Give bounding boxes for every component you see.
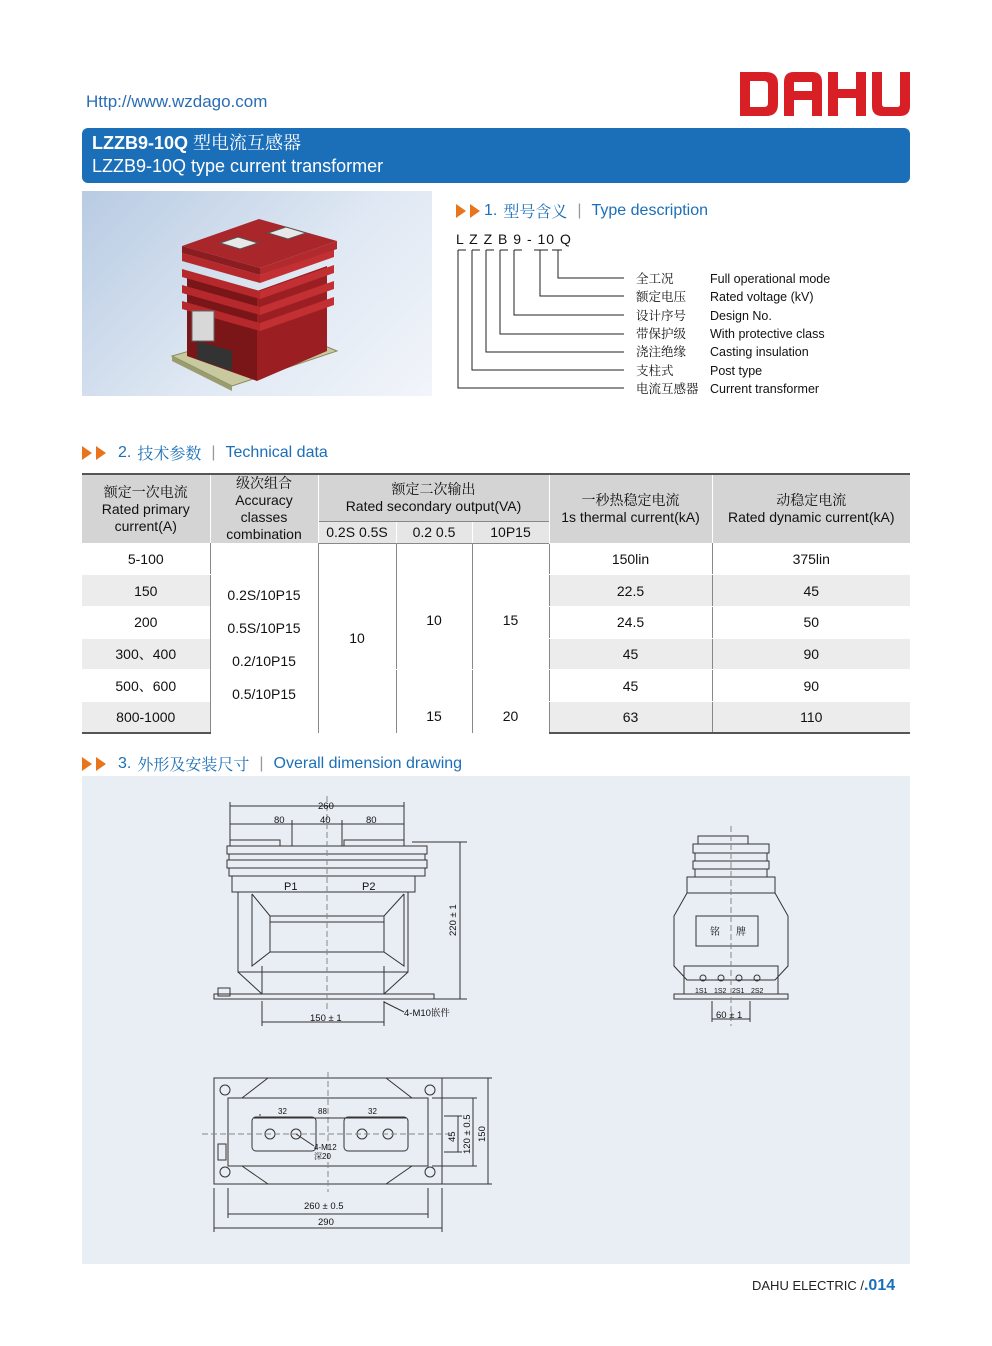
top-h1: 260 ± 0.5 — [304, 1201, 344, 1212]
legend-en-4: Casting insulation — [710, 345, 809, 359]
cell-out-c-upper: 15 — [472, 543, 549, 670]
dimension-drawing-area — [82, 776, 910, 1264]
product-photo — [82, 191, 432, 396]
header-accuracy: 级次组合 Accuracy classes combination — [210, 474, 318, 543]
front-base: 150 ± 1 — [310, 1013, 342, 1024]
footer — [752, 1277, 895, 1295]
front-dim-right: 80 — [366, 815, 377, 826]
nameplate-a: 铭 — [710, 927, 720, 938]
title-banner — [82, 128, 910, 183]
legend-cn-0: 全工况 — [636, 272, 674, 286]
label-p2: P2 — [362, 881, 376, 893]
cell-out-b-upper: 10 — [396, 543, 472, 670]
type-description-diagram — [452, 248, 872, 398]
terminal-1s2: 1S2 — [714, 988, 727, 995]
front-dim-total: 260 — [318, 801, 334, 812]
section2-title-en: Technical data — [225, 443, 328, 461]
legend-en-1: Rated voltage (kV) — [710, 290, 814, 304]
header-output: 额定二次输出 Rated secondary output(VA) — [318, 474, 549, 521]
cell-primary: 150 — [82, 575, 210, 607]
page-number: .014 — [863, 1277, 896, 1294]
legend-cn-6: 电流互感器 — [636, 382, 699, 396]
terminal-2s1: 2S1 — [732, 988, 745, 995]
cell-thermal: 45 — [549, 670, 712, 702]
title-cn: 型电流互感器 — [193, 133, 302, 153]
cell-dynamic: 110 — [712, 701, 910, 733]
cell-thermal: 150lin — [549, 543, 712, 575]
top-h2: 290 — [318, 1217, 334, 1228]
model-code: L Z Z B 9 - 10 Q — [456, 231, 572, 247]
section2-heading: 2. 技术参数 | Technical data — [82, 441, 328, 464]
section3-heading: 3. 外形及安装尺寸 | Overall dimension drawing — [82, 752, 462, 775]
arrow-icon — [82, 446, 92, 460]
arrow-icon — [456, 204, 466, 218]
cell-thermal: 22.5 — [549, 575, 712, 607]
footer-company: DAHU ELECTRIC / — [752, 1278, 864, 1293]
website-url[interactable]: Http://www.wzdago.com — [86, 92, 268, 111]
arrow-icon — [96, 757, 106, 771]
legend-cn-5: 支柱式 — [636, 364, 674, 378]
cell-dynamic: 50 — [712, 606, 910, 638]
legend-cn-3: 带保护级 — [636, 327, 687, 341]
top-v3: 150 — [477, 1126, 488, 1142]
arrow-icon — [470, 204, 480, 218]
cell-thermal: 45 — [549, 638, 712, 670]
legend-en-5: Post type — [710, 364, 763, 378]
section3-number: 3. — [118, 754, 132, 772]
top-dim-2: 88 — [318, 1107, 327, 1116]
header-out-sub3: 10P15 — [472, 521, 549, 543]
cell-accuracy: 0.2S/10P15 0.5S/10P15 0.2/10P15 0.5/10P15 — [210, 543, 318, 733]
arrow-icon — [96, 446, 106, 460]
top-dim-1: 32 — [278, 1107, 287, 1116]
section3-title-cn: 外形及安装尺寸 — [137, 757, 250, 774]
cell-primary: 300、400 — [82, 638, 210, 670]
title-model: LZZB9-10Q — [92, 133, 189, 153]
section1-title-en: Type description — [591, 201, 709, 219]
label-p1: P1 — [284, 881, 298, 893]
title-en: LZZB9-10Q type current transformer — [92, 156, 384, 176]
cell-dynamic: 90 — [712, 638, 910, 670]
legend-en-3: With protective class — [710, 327, 825, 341]
cell-dynamic: 375lin — [712, 543, 910, 575]
legend-en-0: Full operational mode — [710, 272, 831, 286]
legend-cn-4: 浇注绝缘 — [636, 345, 687, 359]
top-dim-3: 32 — [368, 1107, 377, 1116]
section3-title-en: Overall dimension drawing — [273, 754, 463, 772]
legend-cn-1: 额定电压 — [636, 290, 687, 304]
top-depth: 深20 — [314, 1152, 331, 1161]
header-out-sub2: 0.2 0.5 — [396, 521, 472, 543]
cell-primary: 500、600 — [82, 670, 210, 702]
section1-number: 1. — [484, 201, 498, 219]
cell-thermal: 63 — [549, 701, 712, 733]
section2-title-cn: 技术参数 — [137, 446, 202, 463]
cell-primary: 800-1000 — [82, 701, 210, 733]
top-v1: 45 — [447, 1131, 458, 1142]
cell-out-a: 10 — [318, 543, 396, 733]
terminal-2s2: 2S2 — [751, 988, 764, 995]
dahu-logo — [738, 70, 910, 118]
front-bolts: 4-M10嵌件 — [404, 1008, 450, 1019]
header-thermal: 一秒热稳定电流 1s thermal current(kA) — [549, 474, 712, 543]
nameplate-b: 牌 — [736, 927, 746, 938]
top-v2: 120 ± 0.5 — [462, 1114, 473, 1154]
cell-primary: 5-100 — [82, 543, 210, 575]
legend-cn-2: 设计序号 — [636, 309, 687, 323]
side-base: 60 ± 1 — [716, 1010, 743, 1021]
terminal-1s1: 1S1 — [695, 988, 708, 995]
header-dynamic: 动稳定电流 Rated dynamic current(kA) — [712, 474, 910, 543]
arrow-icon — [82, 757, 92, 771]
technical-data-table — [82, 473, 910, 734]
cell-out-b-lower: 15 — [396, 670, 472, 733]
section1-heading: 1. 型号含义 | Type description — [456, 199, 708, 222]
header-primary: 额定一次电流 Rated primary current(A) — [82, 474, 210, 543]
front-dim-mid: 40 — [320, 815, 331, 826]
legend-en-6: Current transformer — [710, 382, 820, 396]
header-out-sub1: 0.2S 0.5S — [318, 521, 396, 543]
section2-number: 2. — [118, 443, 132, 461]
cell-dynamic: 90 — [712, 670, 910, 702]
front-height: 220 ± 1 — [448, 904, 459, 936]
cell-primary: 200 — [82, 606, 210, 638]
front-dim-left: 80 — [274, 815, 285, 826]
cell-thermal: 24.5 — [549, 606, 712, 638]
section1-title-cn: 型号含义 — [503, 204, 568, 221]
top-m12: 4-M12 — [314, 1143, 337, 1152]
legend-en-2: Design No. — [710, 309, 772, 323]
cell-out-c-lower: 20 — [472, 670, 549, 733]
cell-dynamic: 45 — [712, 575, 910, 607]
